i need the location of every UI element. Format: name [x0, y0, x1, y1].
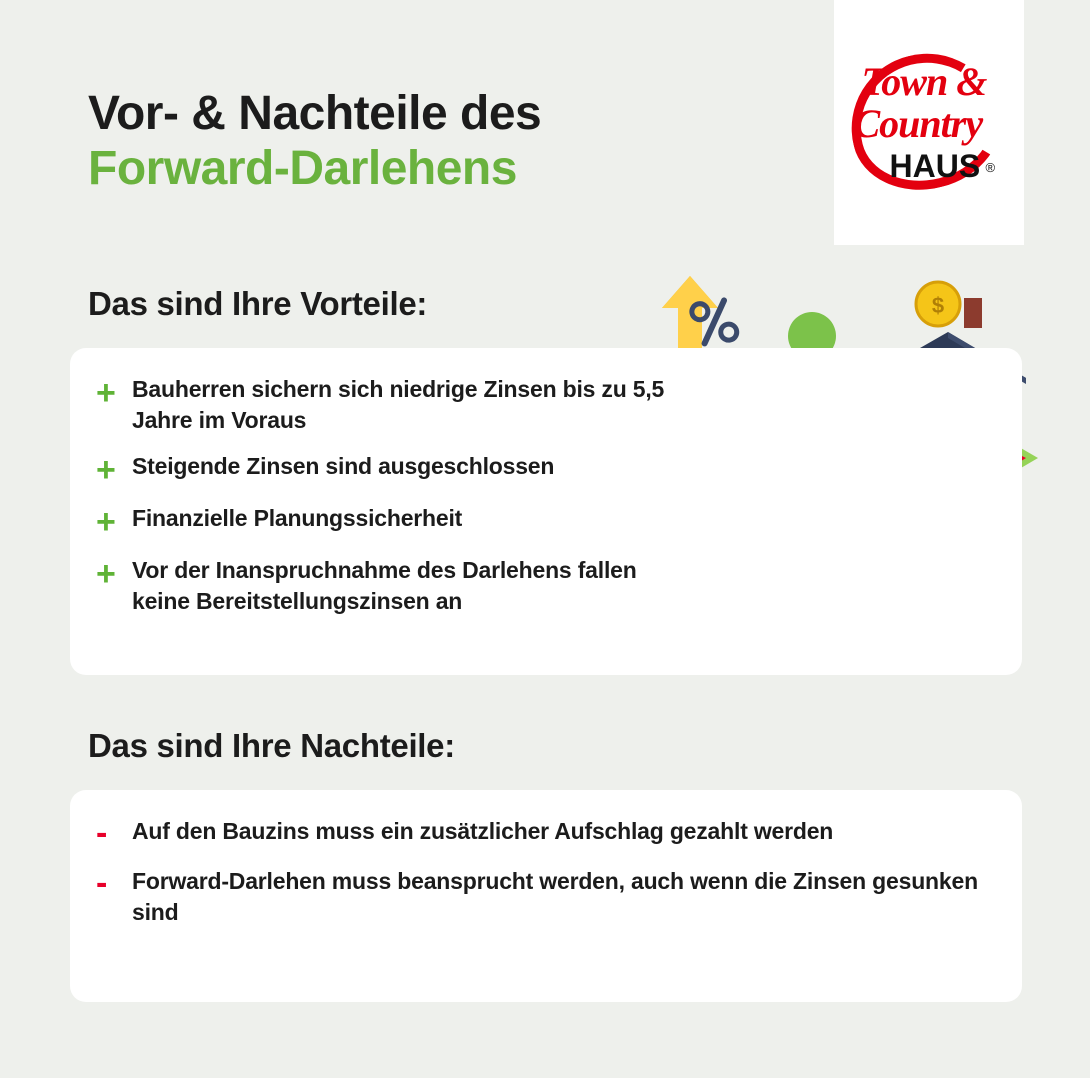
- cons-list: [96, 816, 986, 927]
- pros-card: [70, 348, 1022, 675]
- pros-section-title: Das sind Ihre Vorteile:: [88, 285, 428, 322]
- list-item: [96, 374, 696, 435]
- list-item: [96, 555, 696, 616]
- logo-text-haus: HAUS: [889, 147, 981, 184]
- page-title-line-1: Vor- & Nachteile des: [88, 87, 542, 140]
- pros-item-text: Vor der Inanspruchnahme des Darlehens fallen keine Bereitstellungszinsen an: [132, 557, 637, 614]
- minus-icon: -: [96, 864, 108, 902]
- pros-item-text: Steigende Zinsen sind ausgeschlossen: [132, 453, 555, 480]
- logo-inner: [842, 48, 1017, 198]
- cons-item-text: Forward-Darlehen muss beansprucht werden, auch wenn die Zinsen gesunken sind: [132, 868, 978, 925]
- pros-item-text: Bauherren sichern sich niedrige Zinsen bis zu 5,5 Jahre im Voraus: [132, 376, 665, 433]
- list-item: [96, 451, 696, 490]
- logo-text-country: Country: [853, 100, 983, 146]
- plus-icon: +: [96, 555, 116, 594]
- plus-icon: +: [96, 503, 116, 542]
- list-item: [96, 503, 696, 542]
- brand-logo: [834, 0, 1024, 245]
- page-title-line-2: Forward-Darlehens: [88, 142, 517, 196]
- page-title: [88, 86, 788, 196]
- pros-list: [96, 374, 696, 616]
- plus-icon: +: [96, 451, 116, 490]
- plus-icon: +: [96, 374, 116, 412]
- svg-text:$: $: [931, 293, 945, 318]
- list-item: [96, 816, 986, 850]
- logo-text-town: Town &: [861, 58, 987, 104]
- logo-registered-mark: ®: [985, 159, 996, 175]
- cons-section-title: Das sind Ihre Nachteile:: [88, 727, 455, 764]
- cons-item-text: Auf den Bauzins muss ein zusätzlicher Aufschlag gezahlt werden: [132, 818, 834, 844]
- list-item: [96, 866, 986, 927]
- pros-item-text: Finanzielle Planungssicherheit: [132, 505, 463, 532]
- cons-card: [70, 790, 1022, 1002]
- minus-icon: -: [96, 814, 108, 852]
